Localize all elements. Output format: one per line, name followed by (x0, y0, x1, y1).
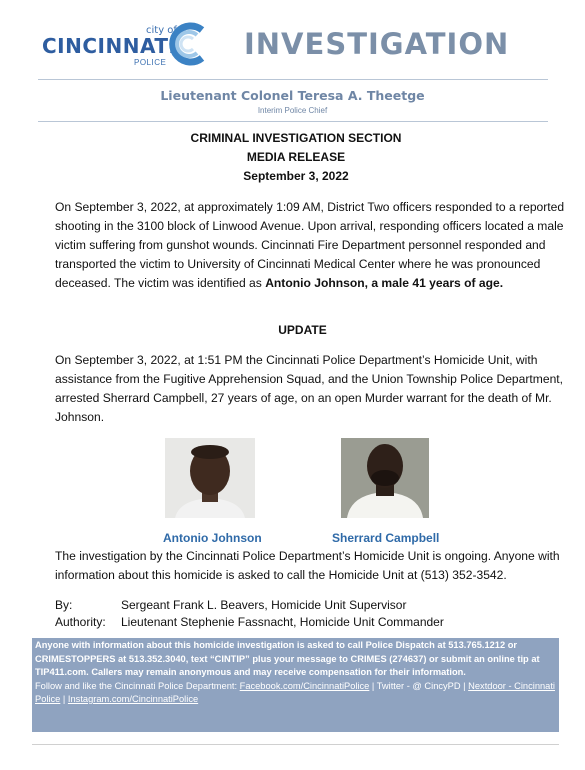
follow-prefix: Follow and like the Cincinnati Police Department: (35, 680, 240, 691)
byline (55, 598, 406, 612)
separator: | (60, 694, 68, 704)
victim-photo (165, 438, 255, 518)
divider (38, 121, 548, 122)
victim-portrait-icon (165, 438, 255, 518)
victim-caption: Antonio Johnson (163, 531, 262, 545)
release-heading: MEDIA RELEASE (246, 150, 346, 164)
twitter-text: | Twitter - @ CincyPD | (369, 680, 469, 691)
authority-value: Lieutenant Stephenie Fassnacht, Homicide Unit Commander (121, 615, 444, 629)
suspect-portrait-icon (341, 438, 429, 518)
instagram-link[interactable]: Instagram.com/CincinnatiPolice (67, 694, 199, 704)
tip-footer-box (32, 638, 559, 732)
logo-c-mark-icon (164, 20, 210, 68)
authority-line (55, 615, 444, 629)
logo-city-name: CINCINNATI (42, 34, 177, 58)
release-date: September 3, 2022 (243, 169, 349, 183)
divider (38, 79, 548, 80)
by-label: By: (55, 598, 73, 612)
logo-police: POLICE (134, 58, 167, 67)
victim-identification: Antonio Johnson, a male 41 years of age. (265, 276, 504, 290)
nextdoor-link[interactable]: Nextdoor - Cincinnati Police (35, 680, 555, 704)
chief-title: Interim Police Chief (257, 106, 328, 115)
social-links (35, 680, 556, 707)
tip-text-bold: Anyone with information about this homicide investigation is asked to call Police Dispatch at 513.765.1212 or CRIMESTOPPERS at 513.352.3040, text “CINTIP” plus your message to CRIMES (274637) or submit an online tip at TIP411.com. Callers may remain anonymous and may receive compensation for their information. (35, 640, 540, 677)
section-heading: CRIMINAL INVESTIGATION SECTION (190, 131, 402, 145)
incident-paragraph (55, 198, 565, 293)
update-heading: UPDATE (278, 323, 327, 337)
cincinnati-police-logo (42, 17, 212, 69)
tip-text (35, 639, 556, 680)
authority-label: Authority: (55, 615, 106, 629)
facebook-link[interactable]: Facebook.com/CincinnatiPolice (239, 680, 370, 691)
suspect-photo (341, 438, 429, 518)
page-title: INVESTIGATION (244, 27, 510, 61)
chief-name: Lieutenant Colonel Teresa A. Theetge (160, 88, 425, 103)
by-value: Sergeant Frank L. Beavers, Homicide Unit Supervisor (121, 598, 407, 612)
incident-text: On September 3, 2022, at approximately 1:09 AM, District Two officers responded to a reported shooting in the 3100 block of Linwood Avenue. Upon arrival, responding officers located a male victim suffering from gunshot wounds. Cincinnati Fire Department personnel responded and transported the victim to University of Cincinnati Medical Center where he was pronounced deceased. The victim was identified as (55, 200, 565, 290)
suspect-caption: Sherrard Campbell (332, 531, 440, 545)
ongoing-paragraph: The investigation by the Cincinnati Police Department’s Homicide Unit is ongoing. Anyone with information about this homicide is asked to call the Homicide Unit at (513) 352-3542. (55, 549, 560, 582)
divider (32, 744, 559, 745)
logo-city-of: city of (146, 25, 177, 36)
arrest-paragraph: On September 3, 2022, at 1:51 PM the Cincinnati Police Department’s Homicide Unit, with assistance from the Fugitive Apprehension Squad, and the Union Township Police Department, arrested Sherrard Campbell, 27 years of age, on an open Murder warrant for the death of Mr. Johnson. (55, 353, 564, 424)
